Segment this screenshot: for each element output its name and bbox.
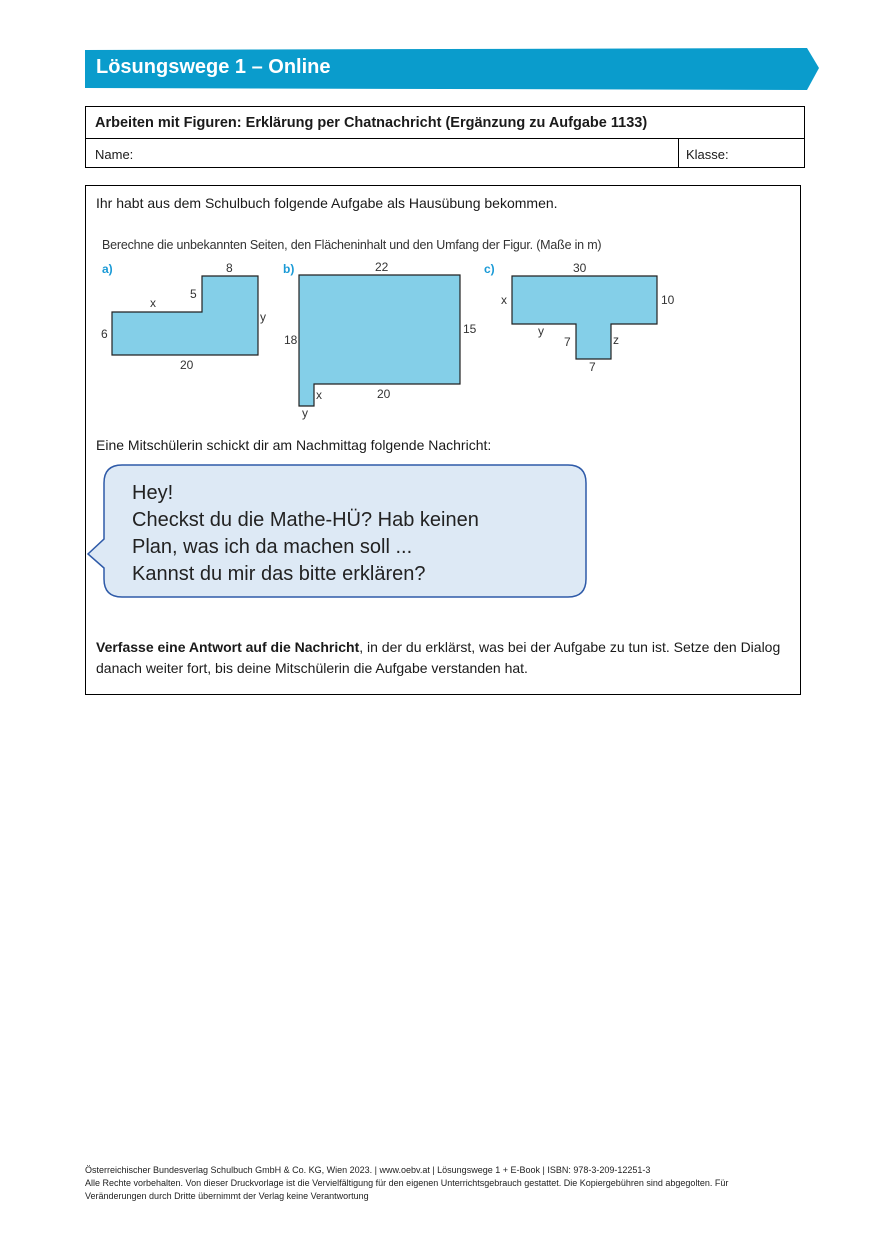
footer-line: Alle Rechte vorbehalten. Von dieser Druckvorlage ist die Vervielfältigung für den eigenen Unterrichtsgebrauch gestattet. Die Kopiergebühren sind abgegolten. Für xyxy=(85,1178,729,1188)
figure-a-label: 6 xyxy=(101,327,108,341)
chat-line: Checkst du die Mathe-HÜ? Hab keinen xyxy=(132,509,479,531)
chat-message xyxy=(132,480,479,588)
figure-c-label: 30 xyxy=(573,261,587,275)
figure-a-label: x xyxy=(150,296,156,310)
name-field[interactable]: Name: xyxy=(86,139,679,168)
figure-a-label: 8 xyxy=(226,261,233,275)
figure-b-label: 18 xyxy=(284,333,298,347)
worksheet-header xyxy=(85,106,805,168)
figures xyxy=(86,186,802,436)
figure-c-label: z xyxy=(613,333,619,347)
figure-c-letter: c) xyxy=(484,262,495,276)
figure-b-label: 22 xyxy=(375,260,389,274)
title-banner xyxy=(85,48,819,90)
figure-a-label: y xyxy=(260,310,266,324)
figure-b-label: y xyxy=(302,406,308,420)
figure-b-letter: b) xyxy=(283,262,295,276)
figure-c-label: x xyxy=(501,293,507,307)
book-instruction: Berechne die unbekannten Seiten, den Flächeninhalt und den Umfang der Figur. (Maße in m) xyxy=(102,238,602,252)
figure-a-letter: a) xyxy=(102,262,113,276)
message-intro: Eine Mitschülerin schickt dir am Nachmittag folgende Nachricht: xyxy=(96,437,492,453)
figure-b-label: x xyxy=(316,388,322,402)
instruction-bold: Verfasse eine Antwort auf die Nachricht xyxy=(96,639,360,655)
figure-c-label: 7 xyxy=(564,335,571,349)
assignment-instruction xyxy=(96,637,786,679)
figure-a-label: 5 xyxy=(190,287,197,301)
task-box xyxy=(85,185,801,695)
figure-b-label: 20 xyxy=(377,387,391,401)
task-intro: Ihr habt aus dem Schulbuch folgende Aufgabe als Hausübung bekommen. xyxy=(96,195,558,211)
class-field[interactable]: Klasse: xyxy=(686,147,729,162)
figure-a-label: 20 xyxy=(180,358,194,372)
figure-c-label: 7 xyxy=(589,360,596,374)
footer-line: Veränderungen durch Dritte übernimmt der Verlag keine Verantwortung xyxy=(85,1191,369,1201)
figure-a-shape xyxy=(112,276,258,355)
figure-b-label: 15 xyxy=(463,322,477,336)
worksheet-title: Arbeiten mit Figuren: Erklärung per Chatnachricht (Ergänzung zu Aufgabe 1133) xyxy=(86,107,804,139)
figure-c-label: y xyxy=(538,324,544,338)
banner-title: Lösungswege 1 – Online xyxy=(96,56,331,78)
chat-line: Kannst du mir das bitte erklären? xyxy=(132,563,426,585)
chat-line: Plan, was ich da machen soll ... xyxy=(132,536,413,558)
chat-line: Hey! xyxy=(132,482,174,504)
figure-c-label: 10 xyxy=(661,293,675,307)
footer xyxy=(85,1164,805,1203)
figure-c-shape xyxy=(512,276,657,359)
instruction-rest: , in der du erklärst, was bei der Aufgabe zu tun ist. Setze den Dialog danach weiter fort, bis deine Mitschülerin die Aufgabe verstanden hat. xyxy=(96,639,781,676)
footer-line: Österreichischer Bundesverlag Schulbuch GmbH & Co. KG, Wien 2023. | www.oebv.at | Lösungswege 1 + E-Book | ISBN: 978-3-209-12251-3 xyxy=(85,1165,651,1175)
